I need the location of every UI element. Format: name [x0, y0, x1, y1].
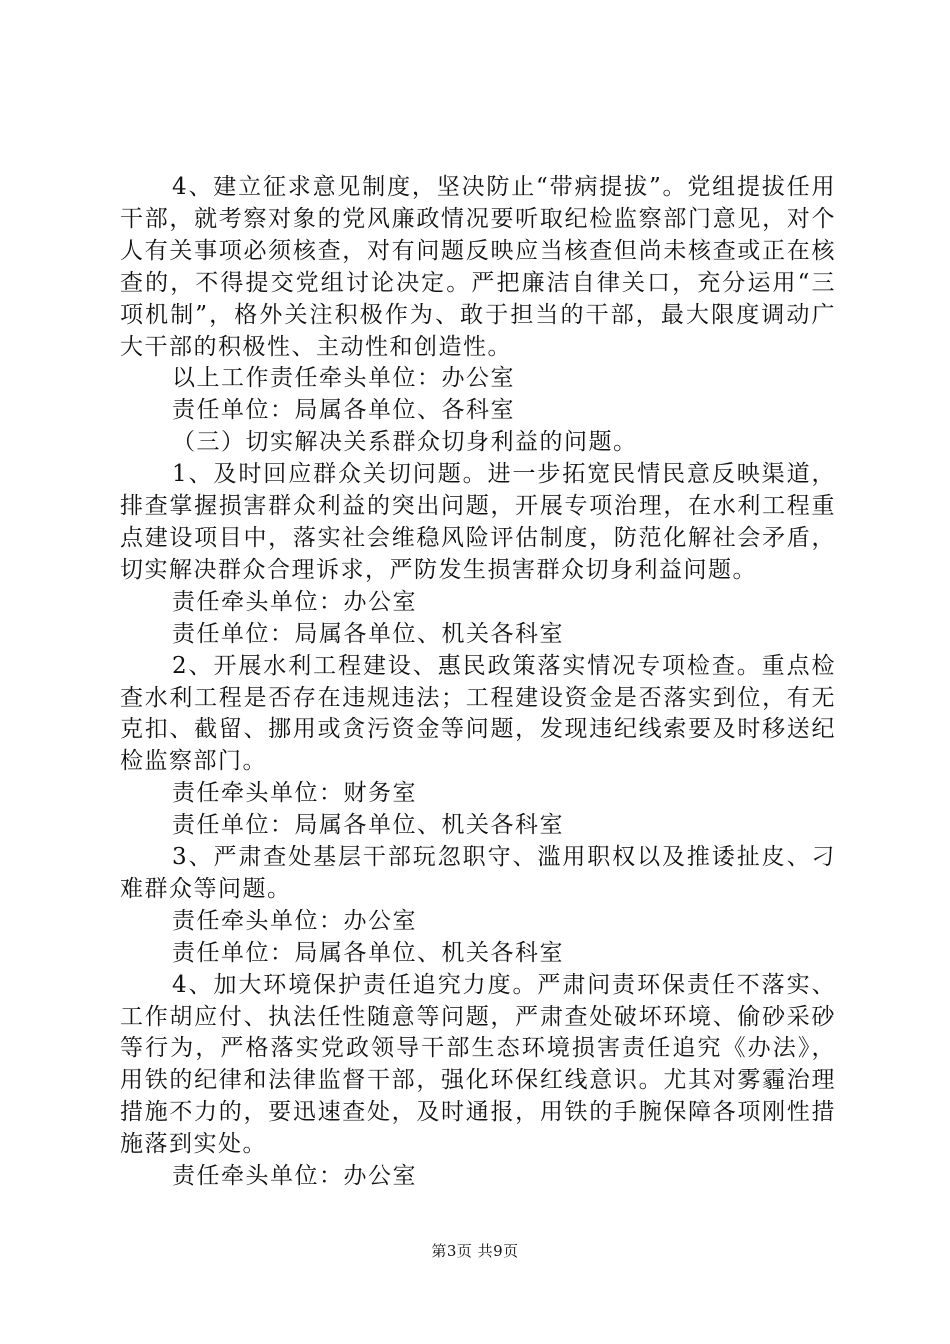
paragraph-responsible-unit: 责任单位：局属各单位、机关各科室 — [172, 620, 564, 647]
paragraph-responsible-unit: 责任单位：局属各单位、各科室 — [172, 397, 515, 424]
paragraph-responsible-unit: 责任单位：局属各单位、机关各科室 — [172, 939, 564, 966]
section-heading: （三）切实解决关系群众切身利益的问题。 — [172, 429, 638, 456]
paragraph-lead-unit: 责任牵头单位：财务室 — [172, 780, 417, 807]
paragraph-recruitment-opinion: 4、建立征求意见制度，坚决防止“带病提拔”。党组提拔任用干部，就考察对象的党风廉政情况要听取纪检监察部门意见，对个人有关事项必须核查，对有问题反映应当核查但尚未核查或正在核查的，不得提交党组讨论决定。严把廉洁自律关口，充分运用“三项机制”，格外关注积极作为、敢于担当的干部，最大限度调动广大干部的积极性、主动性和创造性。 — [120, 174, 836, 360]
page-number-footer: 第3页 共9页 — [431, 1242, 519, 1260]
paragraph-responsible-unit: 责任单位：局属各单位、机关各科室 — [172, 812, 564, 839]
paragraph-item-1: 1、及时回应群众关切问题。进一步拓宽民情民意反映渠道，排查掌握损害群众利益的突出问题，开展专项治理，在水利工程重点建设项目中，落实社会维稳风险评估制度，防范化解社会矛盾，切实解决群众合理诉求，严防发生损害群众切身利益问题。 — [120, 461, 836, 583]
paragraph-lead-unit: 责任牵头单位：办公室 — [172, 588, 417, 615]
paragraph-lead-unit: 责任牵头单位：办公室 — [172, 907, 417, 934]
paragraph-item-3: 3、严肃查处基层干部玩忽职守、滥用职权以及推诿扯皮、刁难群众等问题。 — [120, 844, 836, 902]
paragraph-item-2: 2、开展水利工程建设、惠民政策落实情况专项检查。重点检查水利工程是否存在违规违法；工程建设资金是否落实到位，有无克扣、截留、挪用或贪污资金等问题，发现违纪线索要及时移送纪检监察部门。 — [120, 652, 836, 775]
document-body — [120, 172, 836, 1193]
paragraph-lead-unit: 以上工作责任牵头单位：办公室 — [172, 365, 515, 392]
paragraph-lead-unit: 责任牵头单位：办公室 — [172, 1163, 417, 1190]
paragraph-item-4: 4、加大环境保护责任追究力度。严肃问责环保责任不落实、工作胡应付、执法任性随意等问题，严肃查处破坏环境、偷砂采砂等行为，严格落实党政领导干部生态环境损害责任追究《办法》，用铁的纪律和法律监督干部，强化环保红线意识。尤其对雾霾治理措施不力的，要迅速查处，及时通报，用铁的手腕保障各项刚性措施落到实处。 — [120, 971, 836, 1158]
